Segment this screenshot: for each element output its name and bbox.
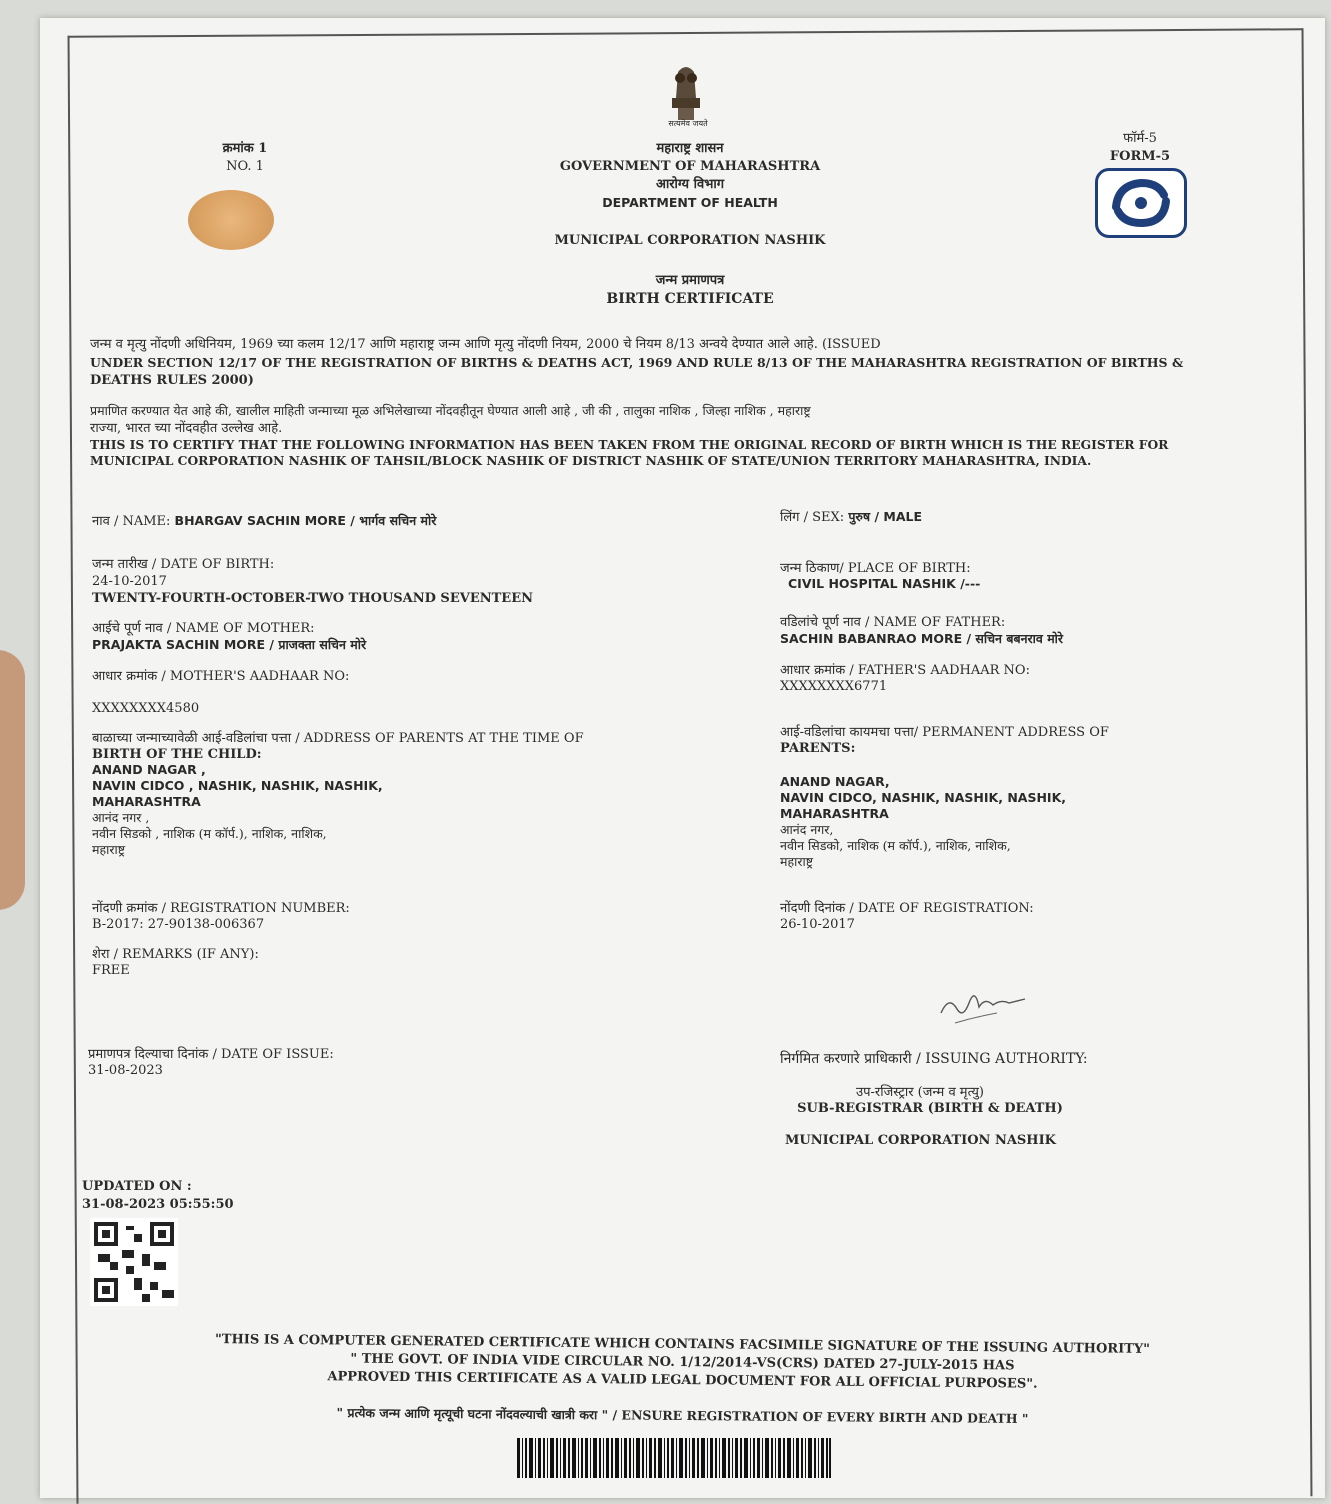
emblem-caption: सत्यमेव जयते [668,119,708,128]
registration-number-label: नोंदणी क्रमांक / REGISTRATION NUMBER: [92,901,350,916]
place-of-birth-label: जन्म ठिकाण/ PLACE OF BIRTH: [780,561,971,576]
issue-date-label: प्रमाणपत्र दिल्याचा दिनांक / DATE OF ISSUE: [88,1047,334,1062]
remarks-value: FREE [92,963,130,978]
approval-note: APPROVED THIS CERTIFICATE AS A VALID LEGAL DOCUMENT FOR ALL OFFICIAL PURPOSES". [327,1369,1038,1392]
birth-address-label: बाळाच्या जन्माच्यावेळी आई-वडिलांचा पत्ता / ADDRESS OF PARENTS AT THE TIME OF [92,731,584,746]
birth-address-line: MAHARASHTRA [92,794,201,809]
health-logo-icon [1095,168,1187,238]
birth-address-label-2: BIRTH OF THE CHILD: [92,747,262,762]
signature-icon [935,973,1035,1033]
seal-icon [188,190,274,250]
serial-no-english: NO. 1 [226,159,264,174]
name-field [92,512,436,530]
certify-line-marathi-2: राज्या, भारत च्या नोंदवहीत उल्लेख आहे. [90,421,283,436]
permanent-address-label: आई-वडिलांचा कायमचा पत्ता/ PERMANENT ADDRESS OF [780,725,1109,740]
registration-date-value: 26-10-2017 [780,917,855,932]
serial-no-marathi: क्रमांक 1 [222,141,268,156]
certificate-title-marathi: जन्म प्रमाणपत्र [655,273,725,288]
permanent-address-line: MAHARASHTRA [780,806,889,821]
name-label: नाव / NAME: [92,514,171,529]
certify-line-marathi: प्रमाणित करण्यात येत आहे की, खालील माहिती जन्माच्या मूळ अभिलेखाच्या नोंदवहीतून घेण्यात आली आहे , जी की , तालुका नाशिक , जिल्हा नाशिक , महाराष्ट्र [90,403,811,418]
certificate-title: BIRTH CERTIFICATE [606,291,774,307]
mother-label: आईचे पूर्ण नाव / NAME OF MOTHER: [92,621,315,636]
intro-line-2: UNDER SECTION 12/17 OF THE REGISTRATION OF BIRTHS & DEATHS ACT, 1969 AND RULE 8/13 OF THE MAHARASHTRA REGISTRATION OF BIRTHS & [90,355,1184,370]
mother-aadhaar-label: आधार क्रमांक / MOTHER'S AADHAAR NO: [92,669,350,684]
place-of-birth-value: CIVIL HOSPITAL NASHIK /--- [788,576,981,591]
remarks-label: शेरा / REMARKS (IF ANY): [92,947,259,962]
issue-date-value: 31-08-2023 [88,1063,163,1078]
issuing-authority-label: निर्गमित करणारे प्राधिकारी / ISSUING AUTHORITY: [780,1051,1088,1067]
permanent-address-line: NAVIN CIDCO, NASHIK, NASHIK, NASHIK, [780,790,1067,805]
updated-label: UPDATED ON : [82,1179,192,1194]
barcode-icon [517,1438,831,1478]
registration-number-value: B-2017: 27-90138-006367 [92,917,265,932]
intro-line-1: जन्म व मृत्यु नोंदणी अधिनियम, 1969 च्या कलम 12/17 आणि महाराष्ट्र जन्म आणि मृत्यु नोंदणी नियम, 2000 चे नियम 8/13 अन्वये देण्यात आले आहे. (ISSUED [90,337,881,352]
qr-code-icon [90,1218,178,1306]
father-aadhaar-label: आधार क्रमांक / FATHER'S AADHAAR NO: [780,663,1030,678]
dob-words: TWENTY-FOURTH-OCTOBER-TWO THOUSAND SEVENTEEN [92,591,533,606]
dept-english: DEPARTMENT OF HEALTH [602,195,778,210]
sex-value: पुरुष / MALE [848,509,923,524]
hand [0,650,25,910]
gov-marathi: महाराष्ट्र शासन [656,141,724,156]
permanent-address-line: महाराष्ट्र [780,854,814,869]
ensure-registration-note: " प्रत्येक जन्म आणि मृत्यूची घटना नोंदवल्याची खात्री करा " / ENSURE REGISTRATION OF EVERY BIRTH AND DEATH " [336,1404,1029,1427]
dob-value: 24-10-2017 [92,574,167,589]
authority-corporation: MUNICIPAL CORPORATION NASHIK [785,1133,1056,1148]
sub-registrar-marathi: उप-रजिस्ट्रार (जन्म व मृत्यु) [856,1085,984,1100]
father-aadhaar-value: XXXXXXXX6771 [780,679,888,694]
gov-english: GOVERNMENT OF MAHARASHTRA [559,159,821,174]
birth-address-line: आनंद नगर , [92,810,150,825]
father-value: SACHIN BABANRAO MORE / सचिन बबनराव मोरे [780,631,1064,646]
certificate-sheet [40,18,1325,1498]
form-english: FORM-5 [1109,149,1171,164]
dob-label: जन्म तारीख / DATE OF BIRTH: [92,557,275,572]
certify-line-2: MUNICIPAL CORPORATION NASHIK OF TAHSIL/BLOCK NASHIK OF DISTRICT NASHIK OF STATE/UNION TERRITORY MAHARASHTRA, INDIA. [90,453,1092,468]
form-marathi: फॉर्म-5 [1123,131,1157,146]
computer-generated-note: "THIS IS A COMPUTER GENERATED CERTIFICATE WHICH CONTAINS FACSIMILE SIGNATURE OF THE ISSUING AUTHORITY" [214,1332,1150,1357]
sex-label: लिंग / SEX: [780,510,845,525]
circular-note: " THE GOVT. OF INDIA VIDE CIRCULAR NO. 1/12/2014-VS(CRS) DATED 27-JULY-2015 HAS [350,1351,1015,1374]
corporation-title: MUNICIPAL CORPORATION NASHIK [554,233,826,248]
birth-address-line: NAVIN CIDCO , NASHIK, NASHIK, NASHIK, [92,778,383,793]
permanent-address-label-2: PARENTS: [780,741,856,756]
certify-line-1: THIS IS TO CERTIFY THAT THE FOLLOWING INFORMATION HAS BEEN TAKEN FROM THE ORIGINAL RECORD OF BIRTH WHICH IS THE REGISTER FOR [90,437,1169,452]
dept-marathi: आरोग्य विभाग [655,177,725,192]
father-label: वडिलांचे पूर्ण नाव / NAME OF FATHER: [780,615,1006,630]
registration-date-label: नोंदणी दिनांक / DATE OF REGISTRATION: [780,901,1034,916]
permanent-address-line: ANAND NAGAR, [780,774,890,789]
name-value: BHARGAV SACHIN MORE / भार्गव सचिन मोरे [174,513,437,528]
permanent-address-line: आनंद नगर, [780,822,834,837]
birth-address-line: ANAND NAGAR , [92,762,206,777]
intro-line-3: DEATHS RULES 2000) [90,373,254,388]
mother-aadhaar-value: XXXXXXXX4580 [92,701,200,716]
birth-address-line: महाराष्ट्र [92,842,126,857]
sex-field [780,508,922,526]
sub-registrar: SUB-REGISTRAR (BIRTH & DEATH) [797,1101,1063,1116]
birth-address-line: नवीन सिडको , नाशिक (म कॉर्प.), नाशिक, नाशिक, [92,826,327,841]
permanent-address-line: नवीन सिडको, नाशिक (म कॉर्प.), नाशिक, नाशिक, [780,838,1011,853]
updated-value: 31-08-2023 05:55:50 [82,1197,234,1212]
mother-value: PRAJAKTA SACHIN MORE / प्राजक्ता सचिन मोरे [92,637,367,652]
